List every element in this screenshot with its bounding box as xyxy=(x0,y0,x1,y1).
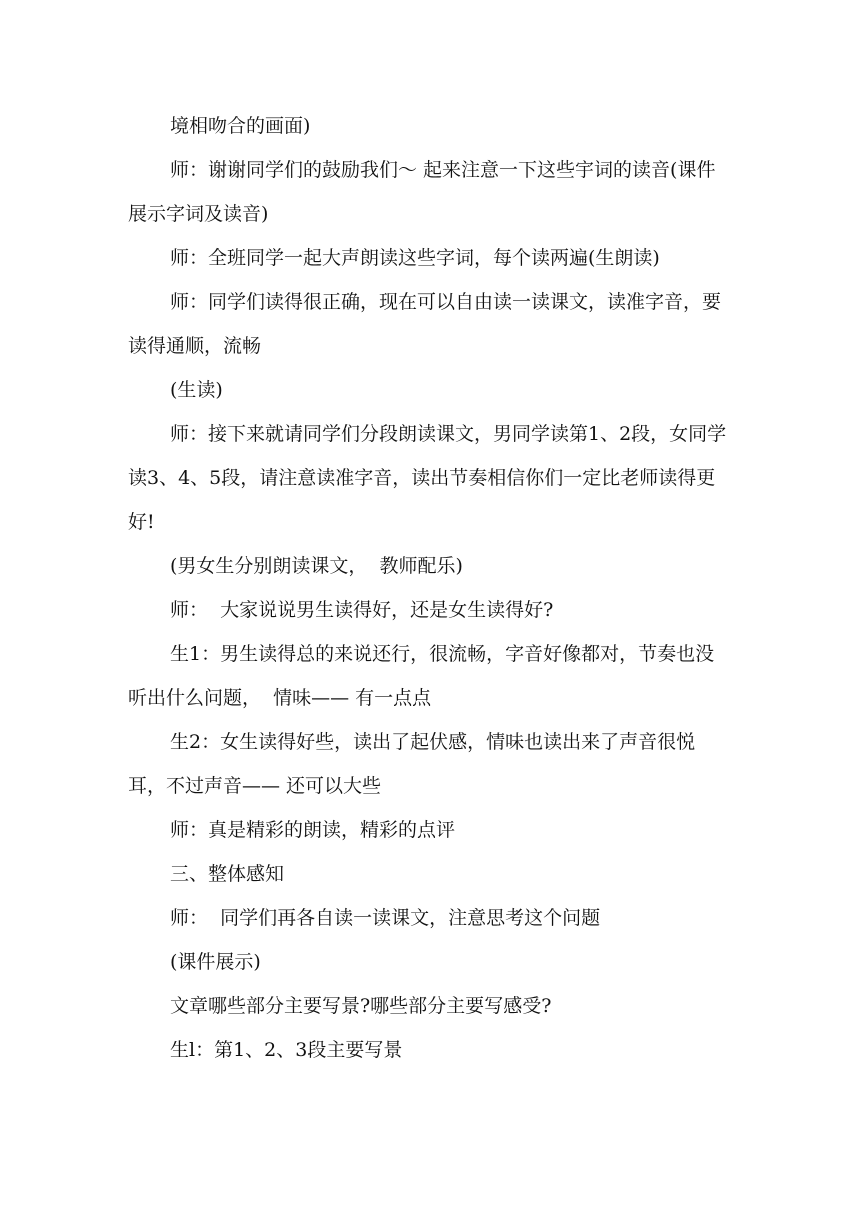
paragraph: 境相吻合的画面) xyxy=(170,115,311,137)
paragraph: 师： 大家说说男生读得好，还是女生读得好? xyxy=(170,599,554,621)
paragraph: 师：全班同学一起大声朗读这些字词，每个读两遍(生朗读) xyxy=(170,247,660,269)
paragraph: 师：谢谢同学们的鼓励我们～ 起来注意一下这些宇词的读音(课件展示字词及读音) xyxy=(128,159,716,225)
paragraph: 生1：男生读得总的来说还行，很流畅，字音好像都对，节奏也没听出什么问题， 情味—— 有一点点 xyxy=(128,643,715,709)
paragraph: 生l：第1、2、3段主要写景 xyxy=(170,1039,403,1061)
paragraph: 师：接下来就请同学们分段朗读课文，男同学读第1、2段，女同学读3、4、5段，请注意读准字音，读出节奏相信你们一定比老师读得更好! xyxy=(128,423,727,533)
paragraph: 师：真是精彩的朗读，精彩的点评 xyxy=(170,819,456,841)
paragraph: (生读) xyxy=(170,379,223,401)
paragraph: 师：同学们读得很正确，现在可以自由读一读课文，读准字音，要读得通顺，流畅 xyxy=(128,291,722,357)
paragraph: (男女生分别朗读课文， 教师配乐) xyxy=(170,555,463,577)
paragraph: 生2：女生读得好些，读出了起伏感，情味也读出来了声音很悦耳，不过声音—— 还可以大些 xyxy=(128,731,696,797)
paragraph: (课件展示) xyxy=(170,951,261,973)
paragraph: 文章哪些部分主要写景?哪些部分主要写感受? xyxy=(170,995,552,1017)
paragraph: 师： 同学们再各自读一读课文，注意思考这个问题 xyxy=(170,907,601,929)
section-heading: 三、整体感知 xyxy=(170,863,285,885)
